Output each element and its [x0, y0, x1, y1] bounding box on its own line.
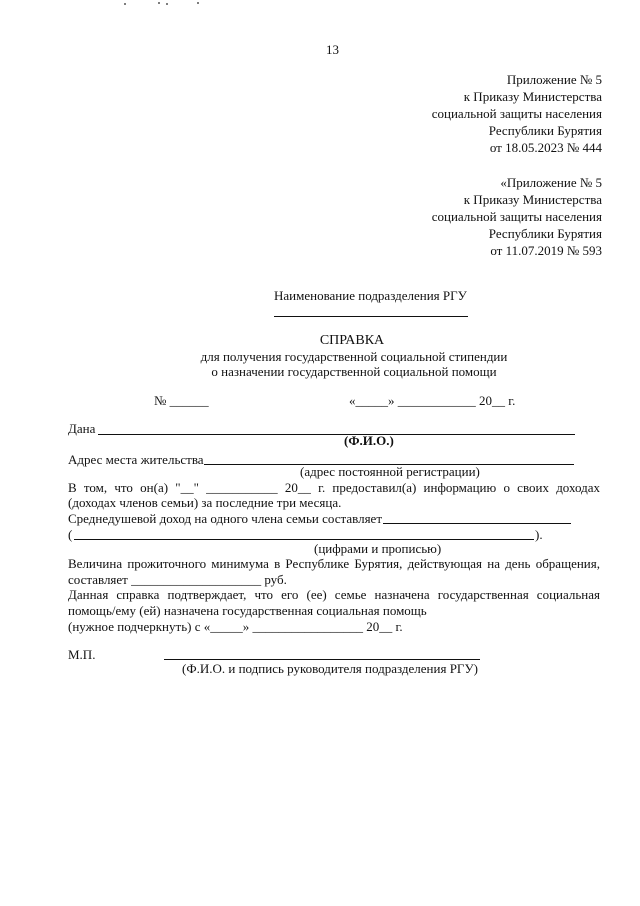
appendix-previous-line: Республики Бурятия [488, 226, 602, 241]
income-amount-line [74, 539, 534, 540]
appendix-current-line: к Приказу Министерства [463, 89, 602, 104]
appendix-current-line: от 18.05.2023 № 444 [489, 140, 602, 155]
scan-mark [124, 3, 126, 5]
confirm-paragraph-line: помощь/ему (ей) назначена государственная социальная помощь [68, 603, 427, 618]
address-label: Адрес места жительства [68, 452, 204, 467]
amount-caption: (цифрами и прописью) [314, 541, 442, 556]
minimum-paragraph-line: составляет ____________________ руб. [68, 572, 287, 587]
signature-line [164, 659, 480, 660]
certificate-number: № ______ [154, 393, 209, 408]
minimum-paragraph-line: Величина прожиточного минимума в Республике Бурятия, действующая на день обращения, [68, 556, 600, 571]
confirm-paragraph-line: Данная справка подтверждает, что его (ее) семье назначена государственная социальная [68, 587, 600, 602]
appendix-previous-line: от 11.07.2019 № 593 [490, 243, 602, 258]
income-label: Среднедушевой доход на одного члена семьи составляет [68, 511, 382, 526]
document-subtitle: о назначении государственной социальной помощи [211, 364, 497, 379]
address-caption: (адрес постоянной регистрации) [300, 464, 480, 479]
info-paragraph-line: (доходах членов семьи) за последние три месяца. [68, 495, 342, 510]
scan-mark [158, 2, 160, 4]
appendix-current-line: социальной защиты населения [431, 106, 602, 121]
stamp-label: М.П. [68, 647, 96, 662]
appendix-previous-line: «Приложение № 5 [500, 175, 602, 190]
scan-mark [197, 2, 199, 4]
certificate-date: «_____» ____________ 20__ г. [349, 393, 516, 408]
paren-close: ). [535, 527, 543, 542]
fio-caption: (Ф.И.О.) [344, 433, 394, 448]
income-line [383, 523, 571, 524]
issued-to-label: Дана [68, 421, 96, 436]
signature-caption: (Ф.И.О. и подпись руководителя подразделения РГУ) [182, 661, 478, 676]
paren-open: ( [68, 527, 73, 542]
appendix-previous-line: социальной защиты населения [431, 209, 602, 224]
document-subtitle: для получения государственной социальной стипендии [200, 349, 508, 364]
department-underline [274, 316, 468, 317]
document-title: СПРАВКА [319, 333, 385, 348]
appendix-current-line: Республики Бурятия [488, 123, 602, 138]
page-number: 13 [326, 42, 339, 57]
issued-to-line [98, 434, 575, 435]
department-label: Наименование подразделения РГУ [274, 288, 467, 303]
scan-mark [166, 3, 168, 5]
info-paragraph-line: В том, что он(а) "__" ___________ 20__ г. предоставил(а) информацию о своих доходах [68, 480, 600, 495]
appendix-previous-line: к Приказу Министерства [463, 192, 602, 207]
confirm-paragraph-line: (нужное подчеркнуть) с «_____» _________________ 20__ г. [68, 619, 403, 634]
appendix-current-line: Приложение № 5 [506, 72, 602, 87]
